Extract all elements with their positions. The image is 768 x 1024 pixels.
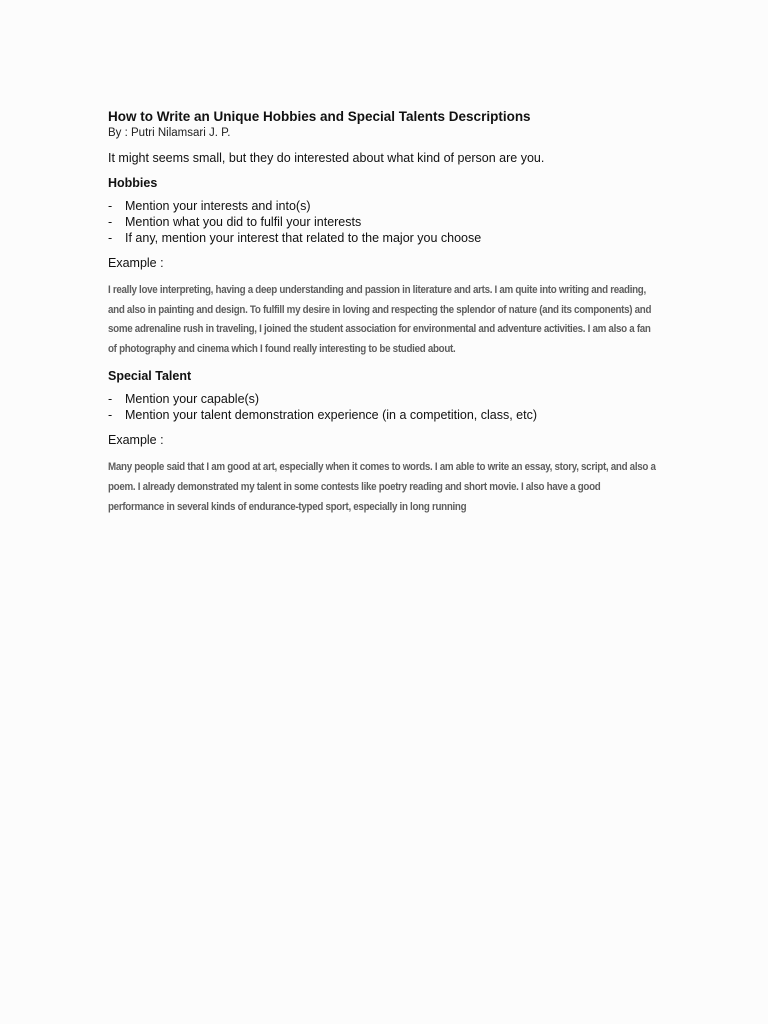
hobbies-example-label: Example :	[108, 256, 164, 270]
document-title: How to Write an Unique Hobbies and Special Talents Descriptions	[108, 109, 531, 124]
bullet-marker: -	[108, 215, 113, 229]
bullet-marker: -	[108, 392, 113, 407]
document-content	[108, 108, 668, 517]
list-item	[108, 198, 668, 214]
intro-paragraph: It might seems small, but they do interested about what kind of person are you.	[108, 151, 545, 165]
bullet-marker: -	[108, 408, 113, 423]
list-item-text: Mention your talent demonstration experience (in a competition, class, etc)	[125, 408, 538, 423]
list-item-text: If any, mention your interest that related to the major you choose	[125, 231, 482, 245]
bullet-marker: -	[108, 231, 113, 245]
bullet-marker: -	[108, 199, 113, 213]
list-item	[108, 391, 668, 407]
list-item-text: Mention what you did to fulfil your interests	[125, 215, 362, 229]
list-item	[108, 407, 668, 423]
talent-example-label: Example :	[108, 433, 164, 448]
list-item-text: Mention your interests and into(s)	[125, 199, 311, 213]
list-item	[108, 230, 668, 246]
hobbies-list	[108, 198, 668, 246]
special-talent-heading: Special Talent	[108, 369, 192, 384]
hobbies-heading: Hobbies	[108, 176, 158, 190]
hobbies-example-text: I really love interpreting, having a deep understanding and passion in literature and arts. I am quite into writing and reading, and also in painting and design. To fulfill my desire in loving and respecting the splendor of nature (and its components) and some adrenaline rush in traveling, I joined the student association for environmental and adventure activities. I am also a fan of photography and cinema which I found really interesting to be studied about.	[108, 284, 652, 355]
author-byline: By : Putri Nilamsari J. P.	[108, 127, 231, 139]
list-item-text: Mention your capable(s)	[125, 392, 260, 407]
list-item	[108, 214, 668, 230]
talent-example-text: Many people said that I am good at art, especially when it comes to words. I am able to write an essay, story, script, and also a poem. I already demonstrated my talent in some contests like poetry reading and short movie. I also have a good performance in several kinds of endurance-typed sport, especially in long running	[108, 461, 656, 513]
special-talent-list	[108, 391, 668, 423]
